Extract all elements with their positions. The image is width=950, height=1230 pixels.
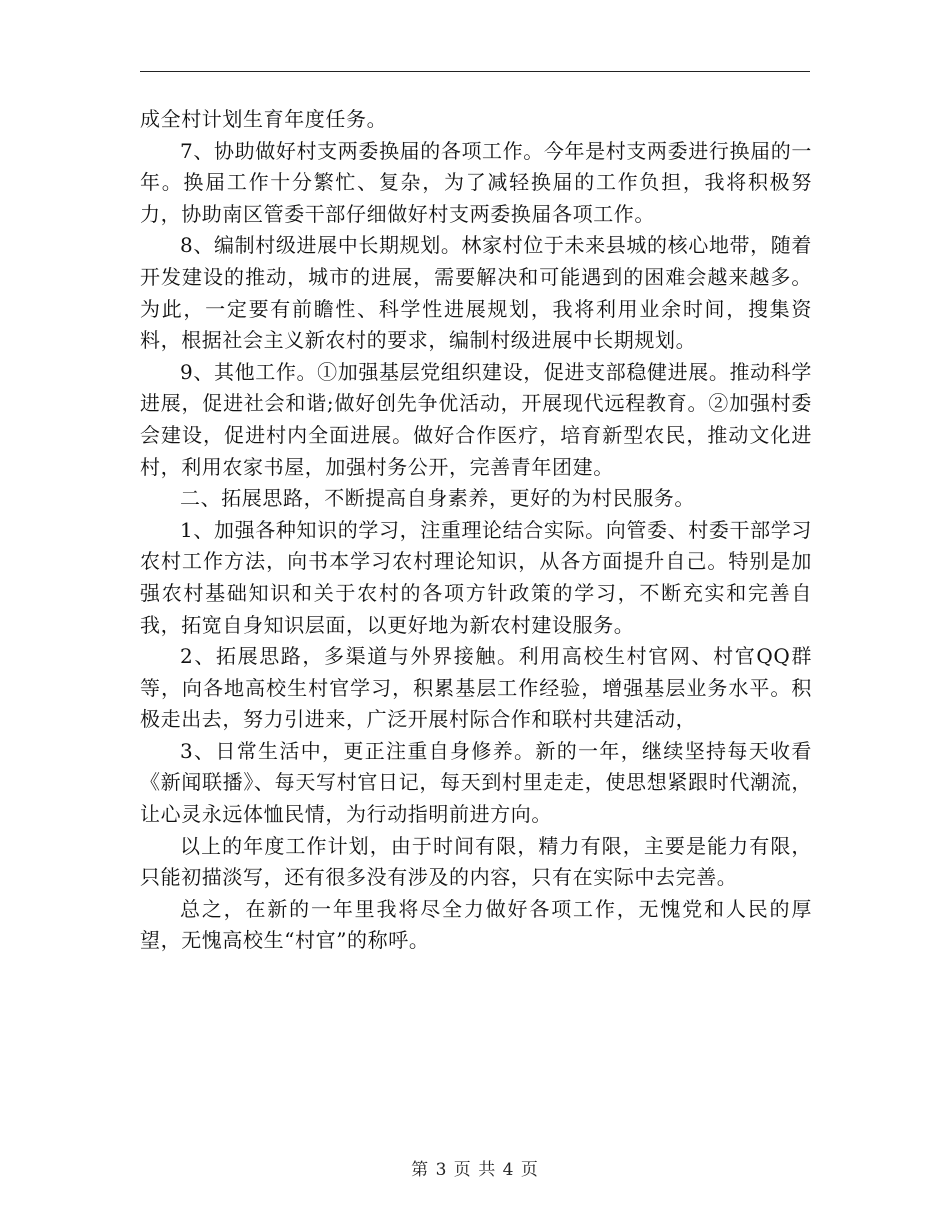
document-body: [140, 104, 812, 957]
paragraph-sub-1: 1、加强各种知识的学习，注重理论结合实际。向管委、村委干部学习农村工作方法，向书本学习农村理论知识，从各方面提升自己。特别是加强农村基础知识和关于农村的各项方针政策的学习，不断充实和完善自我，拓宽自身知识层面，以更好地为新农村建设服务。: [140, 517, 812, 637]
header-rule: [140, 71, 810, 72]
section-heading-2: 二、拓展思路，不断提高自身素养，更好的为村民服务。: [180, 486, 695, 511]
paragraph-continuation: 成全村计划生育年度任务。: [140, 107, 388, 131]
paragraph-sub-3: 3、日常生活中，更正注重自身修养。新的一年，继续坚持每天收看《新闻联播》、每天写村官日记，每天到村里走走，使思想紧跟时代潮流，让心灵永远体恤民情，为行动指明前进方向。: [140, 738, 812, 827]
paragraph-sub-2: 2、拓展思路，多渠道与外界接触。利用高校生村官网、村官QQ群等，向各地高校生村官学习，积累基层工作经验，增强基层业务水平。积极走出去，努力引进来，广泛开展村际合作和联村共建活动，: [140, 644, 812, 732]
paragraph-item-8: 8、编制村级进展中长期规划。林家村位于未来县城的核心地带，随着开发建设的推动，城市的进展，需要解决和可能遇到的困难会越来越多。为此，一定要有前瞻性、科学性进展规划，我将利用业余时间，搜集资料，根据社会主义新农村的要求，编制村级进展中长期规划。: [140, 233, 812, 353]
paragraph-item-9: 9、其他工作。①加强基层党组织建设，促进支部稳健进展。推动科学进展，促进社会和谐;做好创先争优活动，开展现代远程教育。②加强村委会建设，促进村内全面进展。做好合作医疗，培育新型农民，推动文化进村，利用农家书屋，加强村务公开，完善青年团建。: [140, 359, 812, 479]
paragraph-item-7: 7、协助做好村支两委换届的各项工作。今年是村支两委进行换届的一年。换届工作十分繁忙、复杂，为了减轻换届的工作负担，我将积极努力，协助南区管委干部仔细做好村支两委换届各项工作。: [140, 138, 812, 226]
page-number-footer: 第 3 页 共 4 页: [411, 1160, 539, 1180]
paragraph-summary: 以上的年度工作计划，由于时间有限，精力有限，主要是能力有限，只能初描淡写，还有很多没有涉及的内容，只有在实际中去完善。: [140, 833, 812, 890]
paragraph-conclusion: 总之，在新的一年里我将尽全力做好各项工作，无愧党和人民的厚望，无愧高校生“村官”的称呼。: [140, 896, 812, 953]
